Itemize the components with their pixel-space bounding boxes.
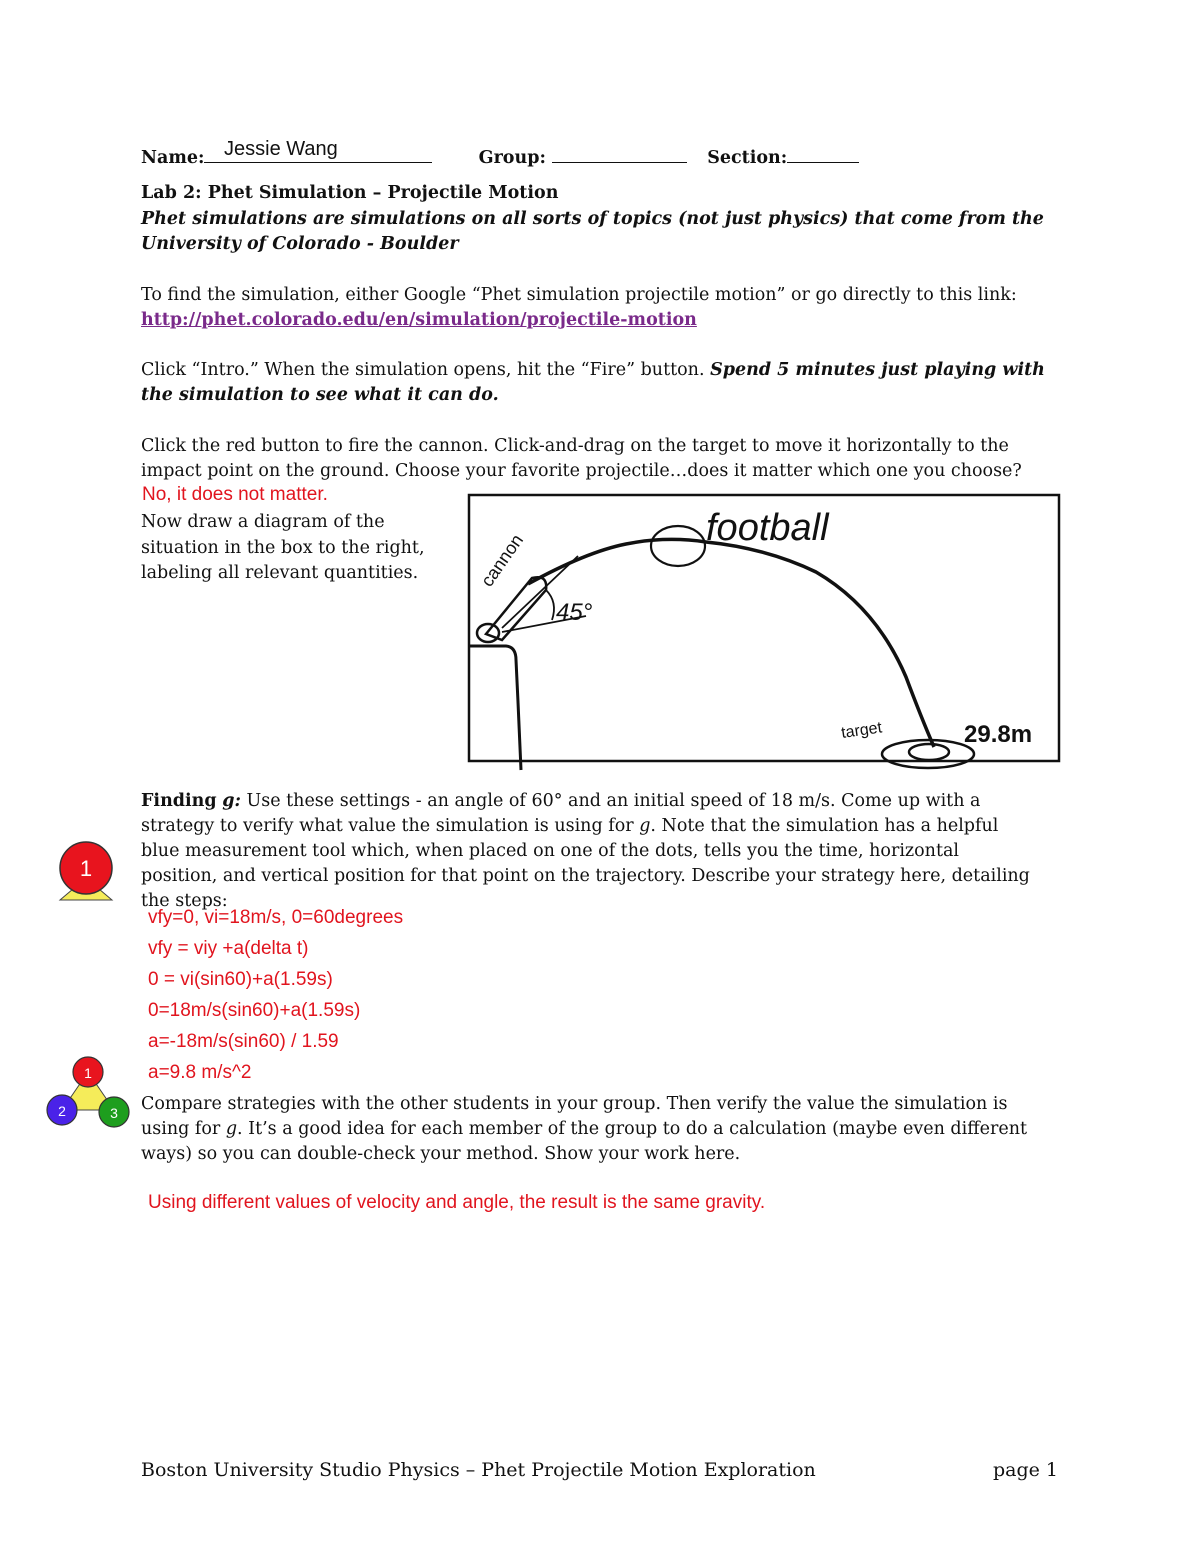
click-intro-emphasis-2: the simulation to see what it can do. — [141, 385, 499, 405]
group-step-icon — [44, 1052, 134, 1132]
name-label: Name: — [141, 148, 205, 168]
page-number: page 1 — [993, 1459, 1059, 1481]
intro-line-2: University of Colorado - Boulder — [141, 234, 459, 254]
finding-g-text-2: strategy to verify what value the simulation is using for — [141, 816, 634, 836]
name-value: Jessie Wang — [224, 138, 338, 160]
trajectory-path — [528, 539, 934, 747]
finding-g-text-3: . Note that the simulation has a helpful — [650, 816, 999, 836]
simulation-link[interactable]: http://phet.colorado.edu/en/simulation/projectile-motion — [141, 310, 697, 330]
cannon-label: cannon — [476, 530, 528, 591]
diagram-box — [466, 492, 1062, 772]
target-inner-icon — [909, 744, 949, 760]
work-line-4: 0=18m/s(sin60)+a(1.59s) — [148, 1000, 361, 1021]
compare-g-symbol: g — [225, 1119, 238, 1139]
finding-g-var: g: — [222, 791, 241, 811]
fire-text-2: impact point on the ground. Choose your favorite projectile…does it matter which one you choose? — [141, 461, 1022, 481]
answer-projectile: No, it does not matter. — [142, 484, 328, 505]
finding-g-line-1 — [141, 789, 980, 814]
distance-label: 29.8m — [964, 721, 1033, 748]
compare-text-2b: . It’s a good idea for each member of the group to do a calculation (maybe even different — [237, 1119, 1028, 1139]
click-intro-row — [141, 358, 1045, 383]
fire-text-1: Click the red button to fire the cannon. Click-and-drag on the target to move it horizontally to the — [141, 436, 1009, 456]
work-line-5: a=-18m/s(sin60) / 1.59 — [148, 1031, 339, 1052]
section-field[interactable] — [787, 144, 859, 163]
group-field[interactable] — [552, 144, 687, 163]
angle-label: 45° — [556, 599, 593, 626]
section-label: Section: — [707, 148, 788, 168]
finding-g-text-1: Use these settings - an angle of 60° and an initial speed of 18 m/s. Come up with a — [246, 791, 981, 811]
group-label: Group: — [478, 148, 546, 168]
angle-arc — [546, 590, 554, 620]
work-line-6: a=9.8 m/s^2 — [148, 1062, 252, 1083]
target-label: target — [840, 719, 884, 742]
intro-line-1: Phet simulations are simulations on all sorts of topics (not just physics) that come from the — [141, 209, 1044, 229]
compare-line-3: ways) so you can double-check your method. Show your work here. — [141, 1144, 741, 1164]
answer-compare: Using different values of velocity and angle, the result is the same gravity. — [148, 1192, 766, 1213]
compare-line-1: Compare strategies with the other students in your group. Then verify the value the simulation is — [141, 1094, 1008, 1114]
click-intro-text: Click “Intro.” When the simulation opens, hit the “Fire” button. — [141, 360, 705, 380]
work-line-3: 0 = vi(sin60)+a(1.59s) — [148, 969, 333, 990]
finding-g-label: Finding — [141, 791, 217, 811]
finding-g-line-5: the steps: — [141, 891, 228, 911]
step-1-icon — [56, 838, 116, 902]
football-label: football — [706, 507, 829, 549]
step-1-number: 1 — [79, 856, 93, 881]
work-line-2: vfy = viy +a(delta t) — [148, 938, 309, 959]
finding-g-line-3: blue measurement tool which, when placed on one of the dots, tells you the time, horizontal — [141, 841, 960, 861]
compare-text-2a: using for — [141, 1119, 221, 1139]
finding-g-line-4: position, and vertical position for that point on the trajectory. Describe your strategy here, detailing — [141, 866, 1030, 886]
finding-g-symbol: g — [639, 816, 651, 836]
compare-line-2 — [141, 1117, 1027, 1142]
group-number-1: 1 — [84, 1065, 92, 1081]
find-text: To find the simulation, either Google “Phet simulation projectile motion” or go directly to this link: — [141, 285, 1017, 305]
finding-g-line-2 — [141, 814, 998, 839]
group-number-3: 3 — [110, 1105, 118, 1121]
diagram-prompt-2: situation in the box to the right, — [141, 538, 425, 558]
football-icon — [651, 526, 705, 566]
group-number-2: 2 — [58, 1103, 66, 1119]
diagram-prompt-1: Now draw a diagram of the — [141, 512, 385, 532]
page-title: Lab 2: Phet Simulation – Projectile Motion — [141, 183, 559, 203]
work-line-1: vfy=0, vi=18m/s, 0=60degrees — [148, 907, 404, 928]
diagram-prompt-3: labeling all relevant quantities. — [141, 563, 419, 583]
click-intro-emphasis: Spend 5 minutes just playing with — [710, 360, 1045, 380]
cliff-outline — [469, 646, 521, 770]
footer-title: Boston University Studio Physics – Phet Projectile Motion Exploration — [141, 1459, 816, 1481]
